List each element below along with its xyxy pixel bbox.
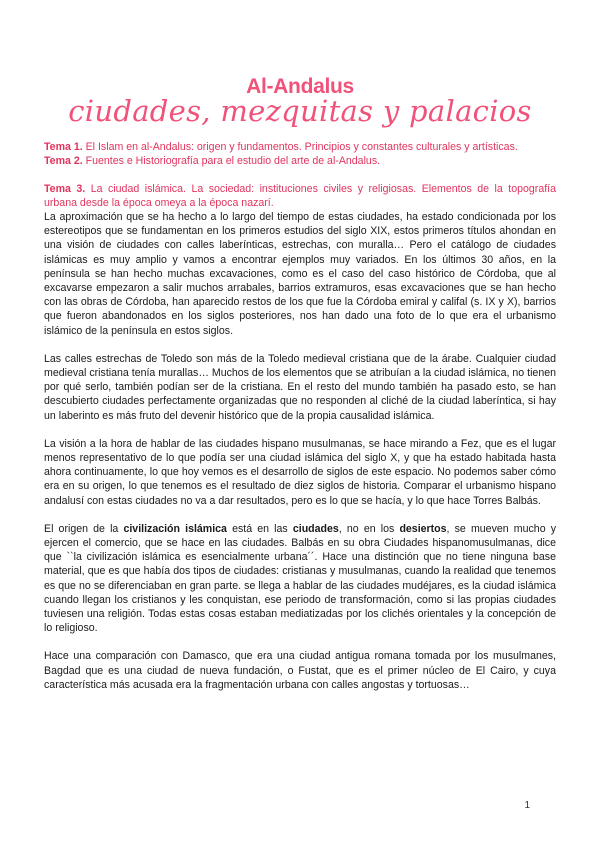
text-run: está en las <box>226 522 293 535</box>
tema-text: La ciudad islámica. La sociedad: instituciones civiles y religiosas. Elementos de la topografía urbana desde la época omeya a la época nazarí. <box>44 183 556 209</box>
bold-term: civilización islámica <box>123 522 227 535</box>
paragraph-5: Hace una comparación con Damasco, que era una ciudad antigua romana tomada por los musulmanes, Bagdad que es una ciudad de nueva fundación, o Fustat, que es el primer núcleo de El Cairo, y cuya característica más acusada era la fragmentación urbana con calles angostas y tortuosas… <box>44 650 556 691</box>
paragraph-1: La aproximación que se ha hecho a lo largo del tiempo de estas ciudades, ha estado condicionada por los estereotipos que se fundamentan en los primeros estudios del siglo XIX, estos primeros títulos ahondan en una visión de ciudades con calles laberínticas, estrechas, con muralla… Pero el catálogo de ciudades islámicas es muy amplio y vamos a encontrar ejemplos muy variados. En los últimos 30 años, en la península se han hecho muchas excavaciones, como es el caso del caso histórico de Córdoba, que al excavarse empezaron a salir muchos arrabales, barrios extramuros, esas excavaciones que se han hecho con las obras de Córdoba, han aparecido restos de los que fue la Córdoba emiral y califal (s. IX y X), barrios que fueron abandonados en los siglos posteriores, nos han dado una foto de lo que era el urbanismo islámico de la península en estos siglos. <box>44 211 556 337</box>
text-run: , se mueven mucho y ejercen el comercio, que se hace en las ciudades. Balbás en su obra Ciudades hispanomusulmanas, dice que ``la civilización islámica es esencialmente urbana´´. Hace una distinción que no tiene ninguna base material, que es que había dos tipos de ciudades: cristianas y musulmanas, cuando la realidad que tenemos es que no se diferenciaban en gran parte. se llega a hablar de las ciudades mudéjares, es la ciudad islámica cuando llegan los cristianos y les conquistan, ese periodo de transformación, como si las propias ciudades tuviesen una religión. Todas estas cosas estaban mediatizadas por los clichés orientales y la concepción de lo religioso. <box>44 522 557 635</box>
text-run: , no en los <box>338 522 400 535</box>
tema-text: El Islam en al-Andalus: origen y fundamentos. Principios y constantes culturales y artísticas. <box>82 141 518 153</box>
tema-label: Tema 3. <box>44 183 86 195</box>
document-page <box>44 0 556 706</box>
tema-label: Tema 2. <box>44 155 83 167</box>
paragraph-4 <box>44 522 556 636</box>
tema-text: Fuentes e Historiografía para el estudio del arte de al-Andalus. <box>82 155 381 167</box>
document-title: Al-Andalus <box>246 75 354 98</box>
tema-2 <box>44 154 556 168</box>
bold-term: ciudades <box>292 522 339 535</box>
paragraph-3: La visión a la hora de hablar de las ciudades hispano musulmanas, se hace mirando a Fez, que es el lugar menos representativo de lo que podía ser una ciudad islámica del siglo X, y que ha estado habitada hasta ahora continuamente, lo que hoy vemos es el desarrollo de siglos de este espacio. No podemos saber cómo era en su origen, lo que tenemos es el resultado de diez siglos de historia. Comparar el urbanismo hispano andalusí con estas ciudades no va a dar resultados, pero es lo que se hacía, y lo que hace Torres Balbás. <box>44 437 556 507</box>
page-number: 1 <box>524 800 530 811</box>
text-run: El origen de la <box>44 522 124 535</box>
tema-1 <box>44 140 556 154</box>
document-subtitle: ciudades, mezquitas y palacios <box>68 94 532 128</box>
tema-3 <box>44 182 556 210</box>
tema-list <box>44 140 556 210</box>
paragraph-2: Las calles estrechas de Toledo son más de la Toledo medieval cristiana que de la árabe. Cualquier ciudad medieval cristiana tenía murallas… Muchos de los elementos que se atribuían a la ciudad islámica, no tienen por qué serlo, también podían ser de la cristiana. En el resto del mundo también ha pasado esto, se han descubierto ciudades perfectamente organizadas que no responden al cliché de la ciudad laberíntica, si hay un laberinto es más fruto del devenir histórico que de la propia causalidad islámica. <box>44 352 556 422</box>
tema-label: Tema 1. <box>44 141 83 153</box>
bold-term: desiertos <box>399 522 447 535</box>
